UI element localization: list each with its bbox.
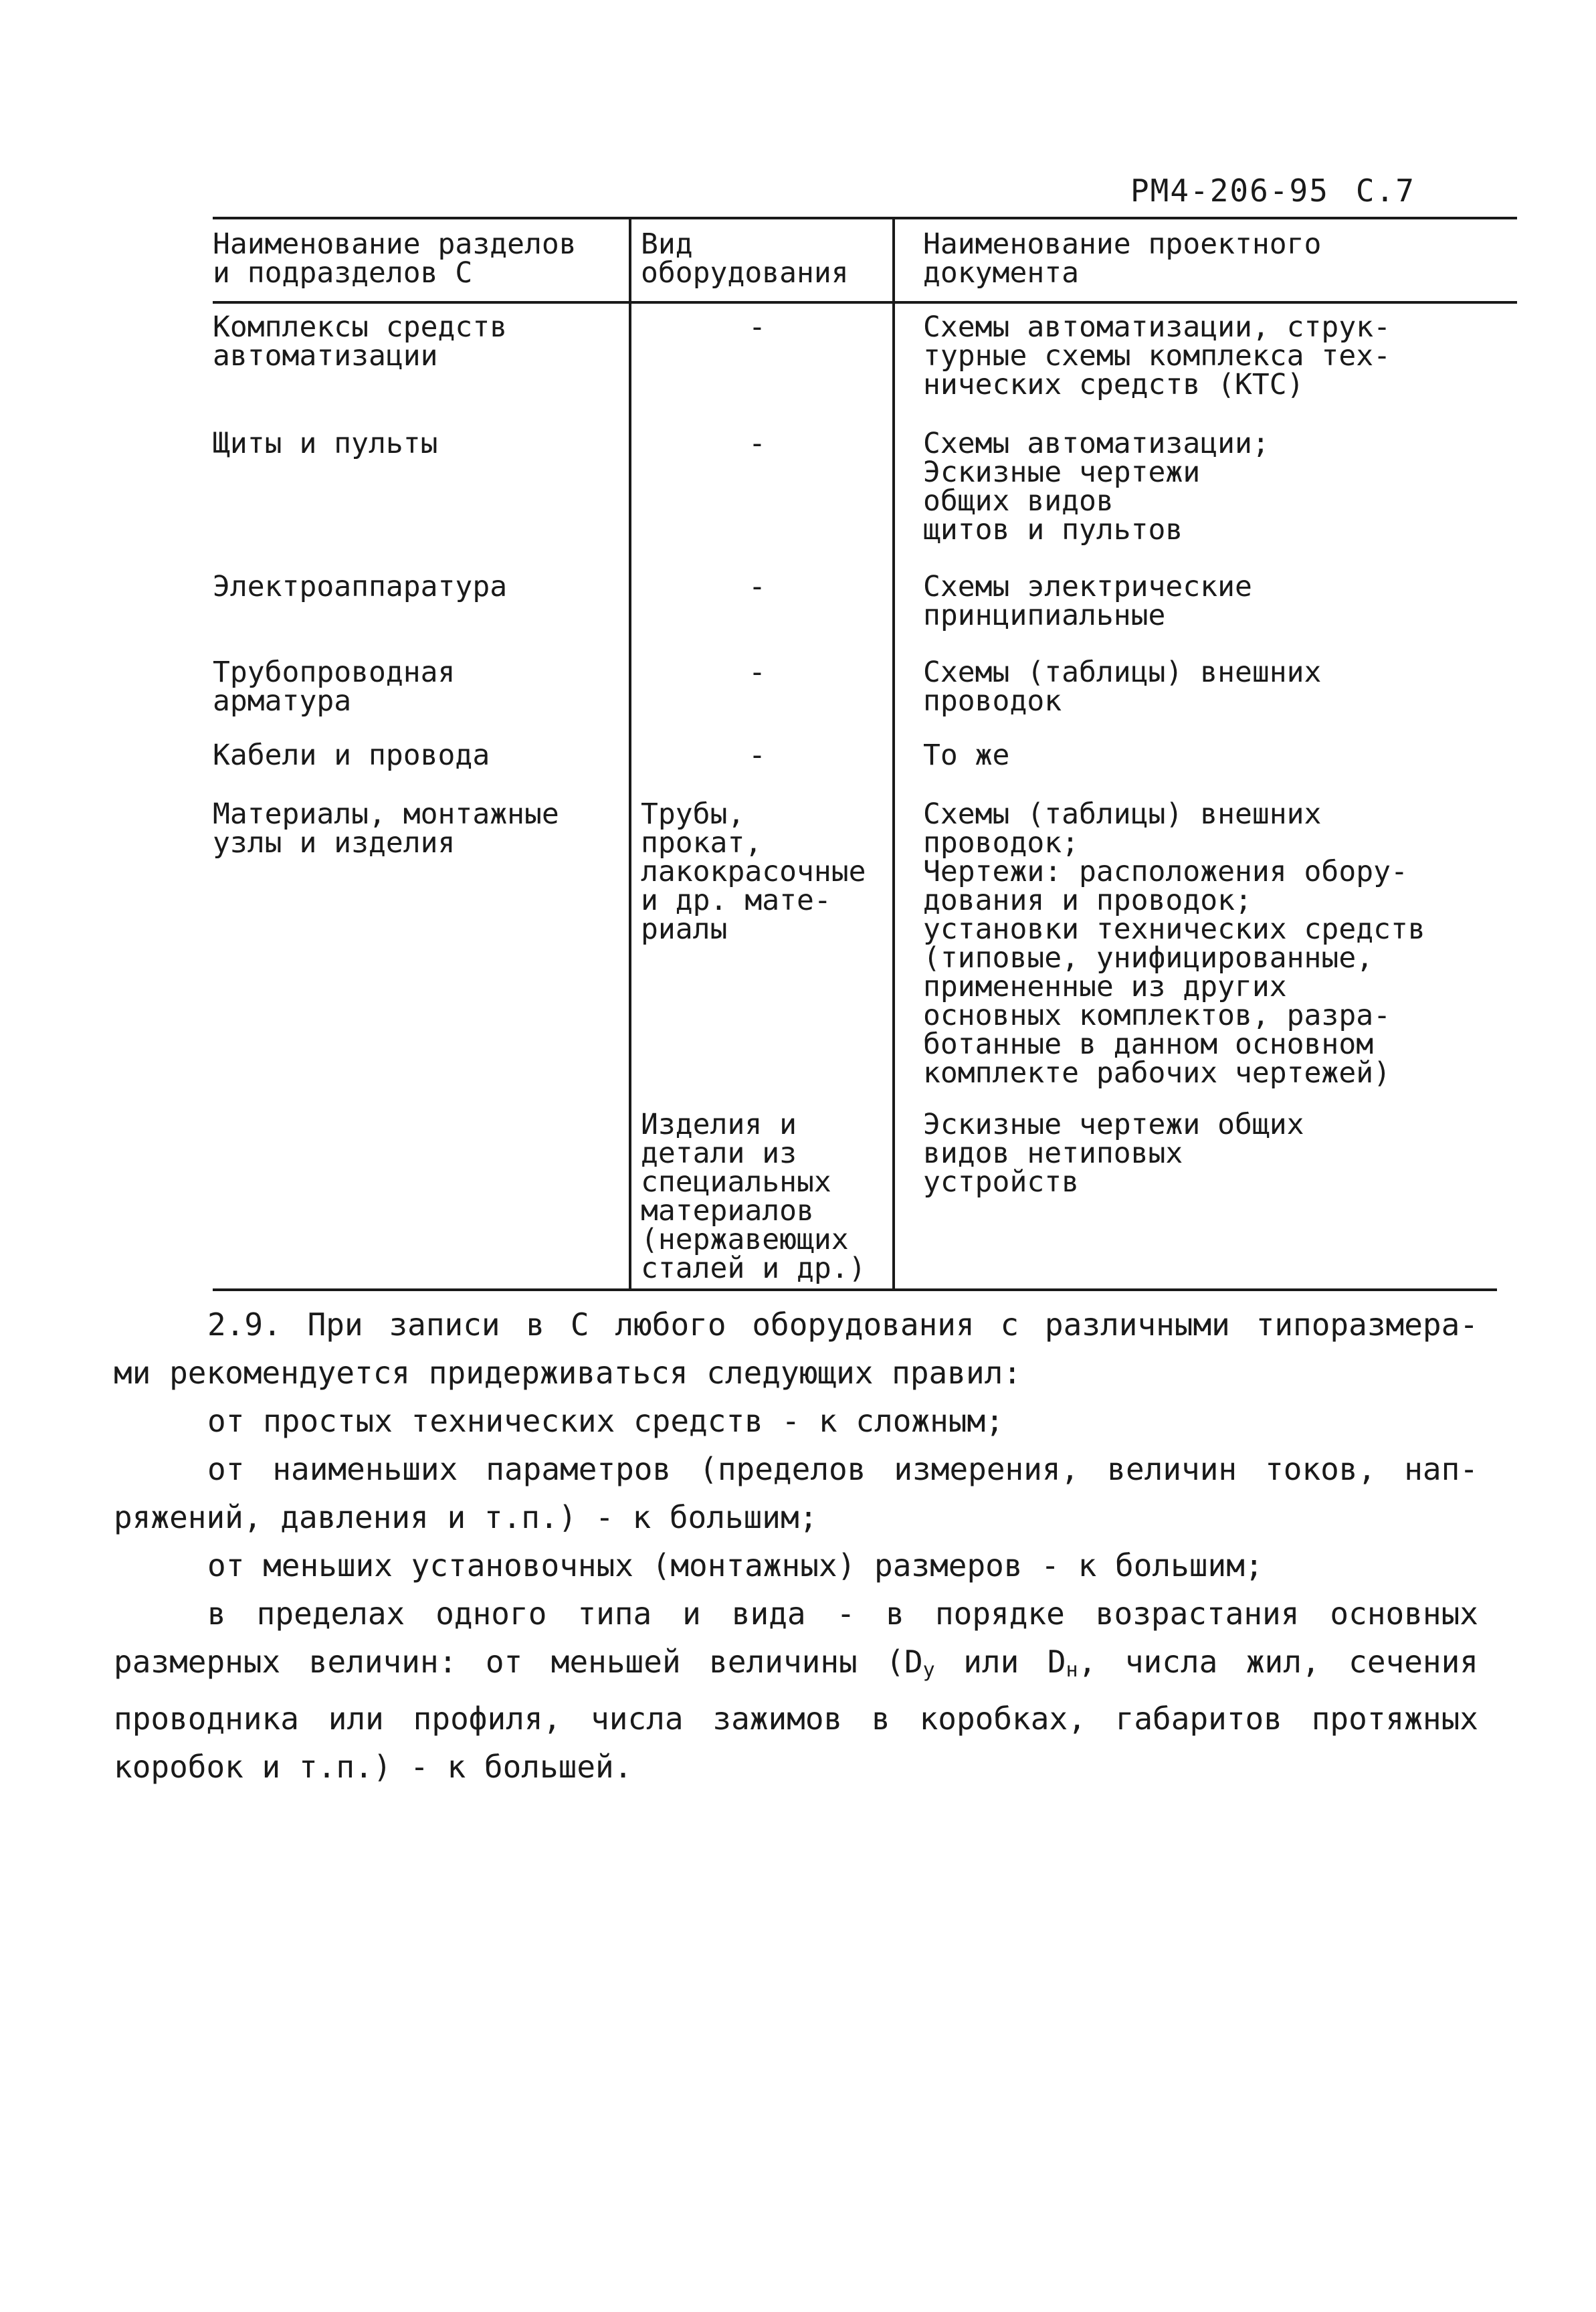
table-row-3-section: Электроаппаратура [213,570,508,603]
rule-type-line-2-a: размерных величин: от меньшей величины (D [114,1644,923,1680]
table-row-2-section: Щиты и пульты [213,427,438,460]
table-row-2-document: Схемы автоматизации; Эскизные чертежи общих видов щитов и пультов [923,427,1270,547]
rule-mounting-sizes: от меньших установочных (монтажных) размеров - к большим; [207,1547,1264,1583]
rule-type-line-2-c: , числа жил, сечения [1078,1644,1478,1680]
table-row-3-type: - [749,570,766,603]
table-row-2-type: - [749,427,766,460]
column-header-section: Наименование разделов и подразделов С [213,227,577,290]
rule-type-line-4: коробок и т.п.) - к большей. [114,1749,633,1785]
subscript-y: у [922,1658,935,1682]
paragraph-2-9-line-1: 2.9. При записи в С любого оборудования с различными типоразмера- [207,1307,1478,1343]
page-number: С.7 [1355,173,1415,209]
table-row-4-section: Трубопроводная арматура [213,656,456,718]
table-row-5-section: Кабели и провода [213,739,490,772]
table-header-rule [213,301,1517,304]
subscript-n: н [1066,1658,1078,1682]
table-top-rule [213,217,1517,219]
body-text [114,1300,1478,1791]
table-row-5-document: То же [923,739,1010,772]
table-row-4-type: - [749,656,766,689]
paragraph-2-9-line-2: ми рекомендуется придерживаться следующих правил: [114,1355,1022,1391]
rule-type-line-2-b: или D [934,1644,1066,1680]
table-row-6-type: Трубы, прокат, лакокрасочные и др. мате- риалы [641,797,866,946]
table-row-5-type: - [749,739,766,772]
document-code: РМ4-206-95 [1130,173,1329,209]
table-row-7-type: Изделия и детали из специальных материалов (нержавеющих сталей и др.) [641,1108,866,1285]
table-row-6-section: Материалы, монтажные узлы и изделия [213,797,559,860]
rule-simple-to-complex: от простых технических средств - к сложным; [207,1403,1004,1439]
table-row-3-document: Схемы электрические принципиальные [923,570,1252,632]
rule-type-line-3: проводника или профиля, числа зажимов в коробках, габаритов протяжных [114,1701,1478,1737]
column-divider-2 [892,218,895,1290]
page-header [1130,173,1415,209]
table-row-1-type: - [749,310,766,344]
table-row-1-document: Схемы автоматизации, струк- турные схемы комплекса тех- нических средств (КТС) [923,310,1391,401]
table-row-6-document: Схемы (таблицы) внешних проводок; Чертежи: расположения обору- дования и проводок; установки технических средств (типовые, унифицированные, примененные из других основных комплектов, разра- ботанные в данном основном комплекте рабочих чертежей) [923,797,1425,1090]
table-row-4-document: Схемы (таблицы) внешних проводок [923,656,1322,718]
table-row-7-document: Эскизные чертежи общих видов нетиповых устройств [923,1108,1304,1199]
table-bottom-rule [213,1288,1497,1291]
rule-type-line-1: в пределах одного типа и вида - в порядке возрастания основных [207,1596,1478,1632]
rule-parameters-line-2: ряжений, давления и т.п.) - к большим; [114,1499,818,1535]
table-row-1-section: Комплексы средств автоматизации [213,310,508,373]
rule-type-line-2 [114,1638,1478,1695]
column-header-document: Наименование проектного документа [923,227,1322,290]
rule-parameters-line-1: от наименьших параметров (пределов измерения, величин токов, нап- [207,1451,1478,1487]
column-header-equipment-type: Вид оборудования [641,227,849,290]
